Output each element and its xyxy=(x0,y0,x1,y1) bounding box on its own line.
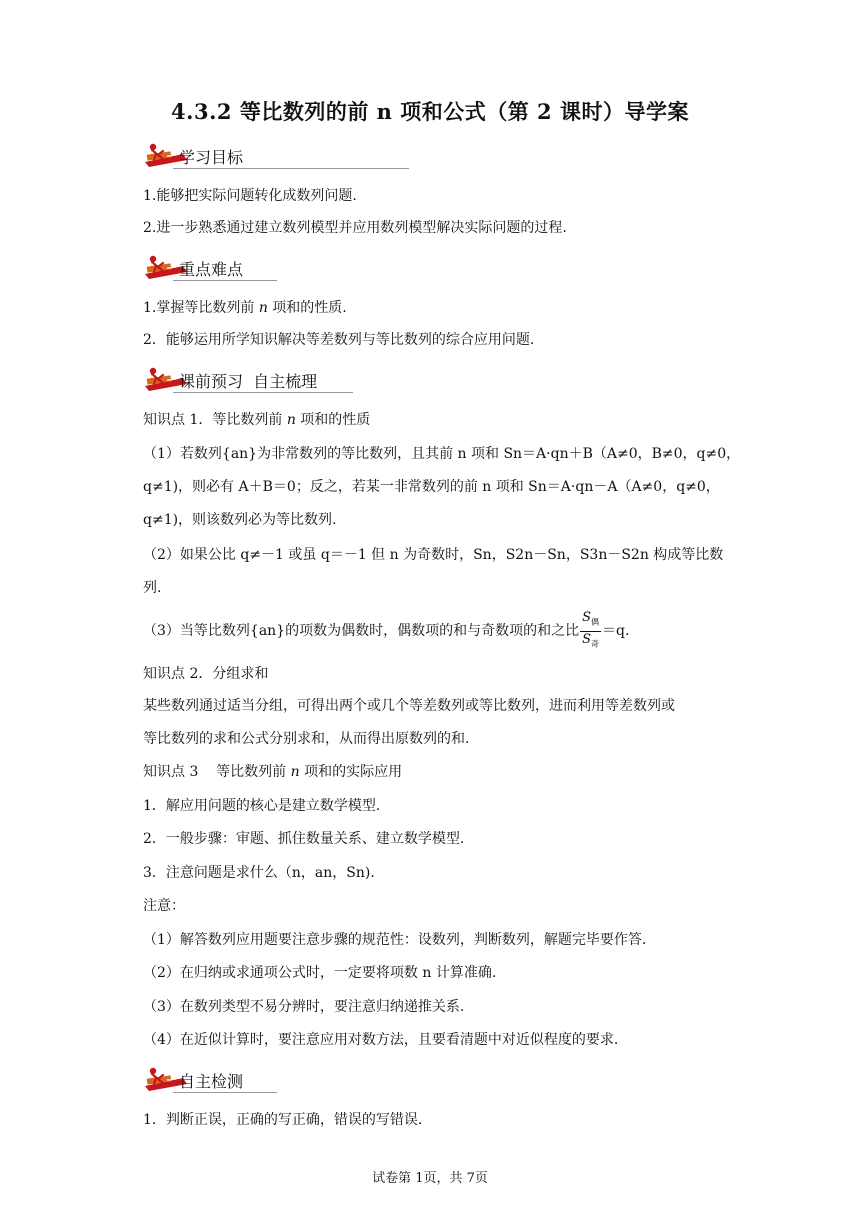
property-1-line: （1）若数列{an}为非常数列的等比数列，且其前 n 项和 Sn＝A·qn＋B（A≠0，B≠0，q≠0， xyxy=(143,446,741,462)
section-title: 学习目标 xyxy=(179,148,244,167)
section-underline xyxy=(173,392,353,393)
section-title: 重点难点 xyxy=(179,260,244,279)
property-3-line: （3）当等比数列{an}的项数为偶数时，偶数项的和与奇数项的和之比 $\frac{S_偶}{S_奇}$ ＝q. xyxy=(143,610,629,652)
note-label: 注意： xyxy=(143,898,185,914)
property-2-line: （2）如果公比 q≠－1 或虽 q＝－1 但 n 为奇数时，Sn，S2n－Sn，S3n－S2n 构成等比数 xyxy=(143,547,724,563)
grouping-text: 等比数列的求和公式分别求和，从而得出原数列的和. xyxy=(143,731,470,747)
difficulty-item: 2．能够运用所学知识解决等差数列与等比数列的综合应用问题. xyxy=(143,332,535,348)
difficulty-item: 1.掌握等比数列前 n 项和的性质. xyxy=(143,300,347,316)
page-footer: 试卷第 1页，共 7页 xyxy=(372,1171,488,1186)
section-header-difficulty xyxy=(143,254,403,282)
goal-item: 2.进一步熟悉通过建立数列模型并应用数列模型解决实际问题的过程. xyxy=(143,220,567,236)
section-title: 自主检测 xyxy=(179,1072,244,1091)
section-underline xyxy=(173,280,277,281)
application-item: 2．一般步骤：审题、抓住数量关系、建立数学模型. xyxy=(143,831,465,847)
note-item: （3）在数列类型不易分辨时，要注意归纳递推关系. xyxy=(143,999,465,1015)
property-1-line: q≠1)，则必有 A＋B＝0；反之，若某一非常数列的前 n 项和 Sn＝A·qn－A（A≠0，q≠0， xyxy=(143,479,720,495)
property-2-line: 列. xyxy=(143,580,162,596)
section-header-goals xyxy=(143,142,403,170)
check-item: 1．判断正误，正确的写正确，错误的写错误. xyxy=(143,1112,423,1128)
knowledge-point-3: 知识点 3 等比数列前 n 项和的实际应用 xyxy=(143,764,403,780)
section-title: 课前预习 自主梳理 xyxy=(179,372,318,391)
note-item: （2）在归纳或求通项公式时，一定要将项数 n 计算准确. xyxy=(143,965,497,981)
note-item: （4）在近似计算时，要注意应用对数方法，且要看清题中对近似程度的要求. xyxy=(143,1032,619,1048)
property-1-line: q≠1)，则该数列必为等比数列. xyxy=(143,512,337,528)
application-item: 1．解应用问题的核心是建立数学模型. xyxy=(143,798,381,814)
application-item: 3．注意问题是求什么（n，an，Sn). xyxy=(143,865,375,881)
section-underline xyxy=(173,168,409,169)
ratio-fraction: $\frac{S_偶}{S_奇}$ xyxy=(582,610,599,649)
section-header-preview xyxy=(143,366,403,394)
knowledge-point-2: 知识点 2．分组求和 xyxy=(143,666,269,682)
section-header-self-check xyxy=(143,1066,403,1094)
page-title: 4.3.2 等比数列的前 n 项和公式（第 2 课时）导学案 xyxy=(171,99,689,124)
goal-item: 1.能够把实际问题转化成数列问题. xyxy=(143,188,357,204)
grouping-text: 某些数列通过适当分组，可得出两个或几个等差数列或等比数列，进而利用等差数列或 xyxy=(143,698,675,714)
knowledge-point-1: 知识点 1．等比数列前 n 项和的性质 xyxy=(143,412,371,428)
note-item: （1）解答数列应用题要注意步骤的规范性：设数列，判断数列，解题完毕要作答. xyxy=(143,932,647,948)
section-underline xyxy=(173,1092,277,1093)
